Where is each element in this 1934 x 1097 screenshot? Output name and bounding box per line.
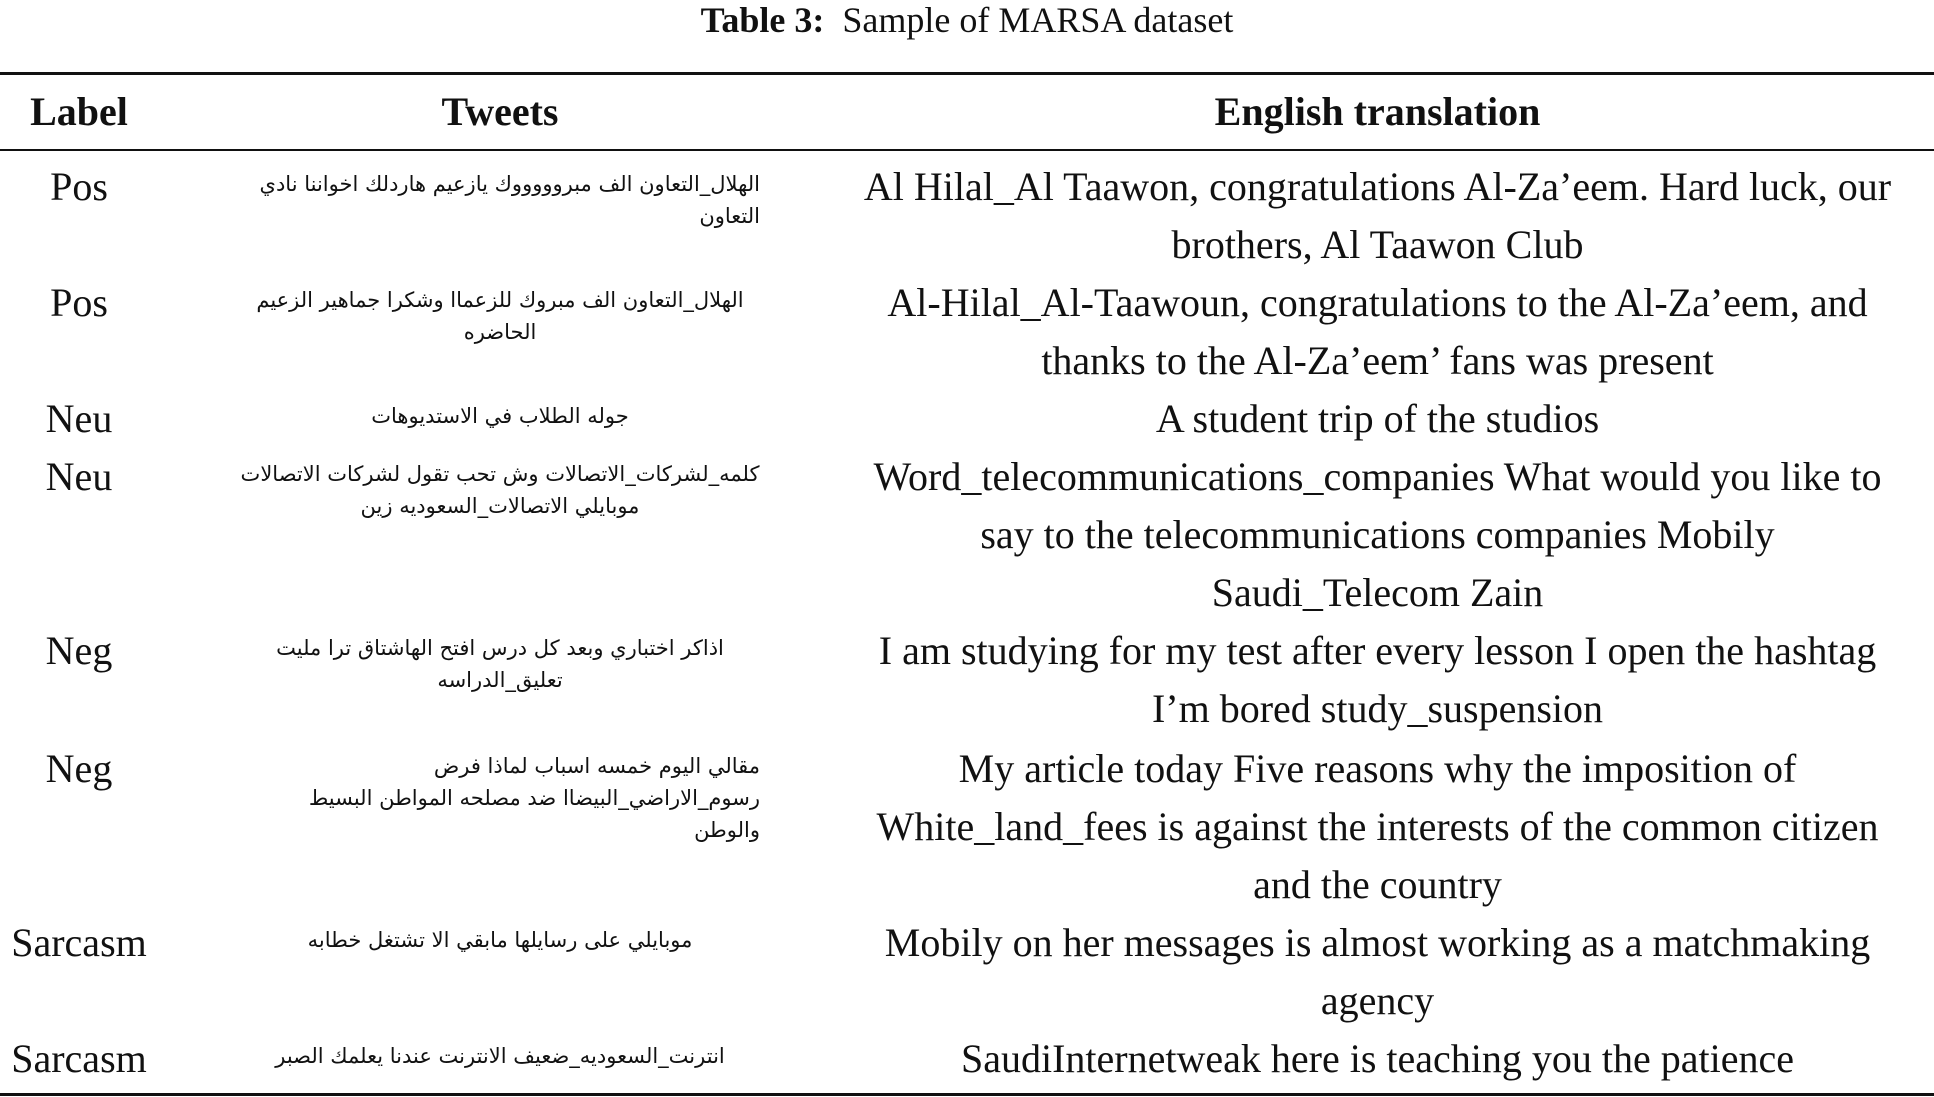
row-english: Al-Hilal_Al-Taawoun, congratulations to the Al-Za’eem, and thanks to the Al-Za’eem’ fans was present: [887, 280, 1868, 383]
table-title: Sample of MARSA dataset: [842, 0, 1234, 40]
top-rule: [0, 72, 1934, 75]
row-english: Mobily on her messages is almost working as a matchmaking agency: [884, 920, 1871, 1023]
header-tweets: Tweets: [441, 89, 559, 134]
row-english: Al Hilal_Al Taawon, congratulations Al-Za’eem. Hard luck, our brothers, Al Taawon Club: [863, 164, 1892, 267]
row-english: SaudiInternetweak here is teaching you the patience: [961, 1036, 1794, 1081]
row-tweet: جوله الطلاب في الاستديوهات: [371, 404, 629, 428]
table-caption: [0, 0, 1934, 40]
row-english: I am studying for my test after every lesson I open the hashtag I’m bored study_suspension: [878, 628, 1877, 731]
row-label: Neu: [45, 454, 113, 499]
row-english: My article today Five reasons why the imposition of White_land_fees is against the interests of the common citizen and the country: [876, 746, 1879, 907]
row-tweet: موبايلي على رسايلها مابقي الا تشتغل خطابه: [307, 928, 693, 952]
row-tweet: مقالي اليوم خمسه اسباب لماذا فرض رسوم_الاراضي_البيضاا ضد مصلحه المواطن البسيط والوطن: [308, 754, 760, 842]
row-tweet: كلمه_لشركات_الاتصالات وش تحب تقول لشركات الاتصالات موبايلي الاتصالات_السعوديه زين: [240, 462, 760, 518]
header-label: Label: [30, 89, 128, 134]
row-label: Sarcasm: [11, 920, 147, 965]
row-tweet: الهلال_التعاون الف مبروووووك يازعيم هاردلك اخواننا نادي التعاون: [259, 172, 760, 228]
row-tweet: الهلال_التعاون الف مبروك للزعماا وشكرا جماهير الزعيم الحاضره: [256, 288, 744, 344]
header-english-translation: English translation: [1214, 89, 1541, 134]
row-label: Sarcasm: [11, 1036, 147, 1081]
header-rule: [0, 149, 1934, 151]
row-label: Pos: [50, 164, 108, 209]
row-tweet: اذاكر اختباري وبعد كل درس افتح الهاشتاق ترا مليت تعليق_الدراسه: [276, 636, 724, 692]
row-english: A student trip of the studios: [1155, 396, 1600, 441]
bottom-rule: [0, 1093, 1934, 1096]
row-tweet: انترنت_السعوديه_ضعيف الانترنت عندنا يعلمك الصبر: [275, 1044, 725, 1068]
table-number: Table 3:: [700, 0, 825, 40]
row-label: Pos: [50, 280, 108, 325]
row-english: Word_telecommunications_companies What would you like to say to the telecommunications companies Mobily Saudi_Telecom Zain: [873, 454, 1882, 615]
row-label: Neg: [45, 628, 113, 673]
row-label: Neg: [45, 746, 113, 791]
row-label: Neu: [45, 396, 113, 441]
